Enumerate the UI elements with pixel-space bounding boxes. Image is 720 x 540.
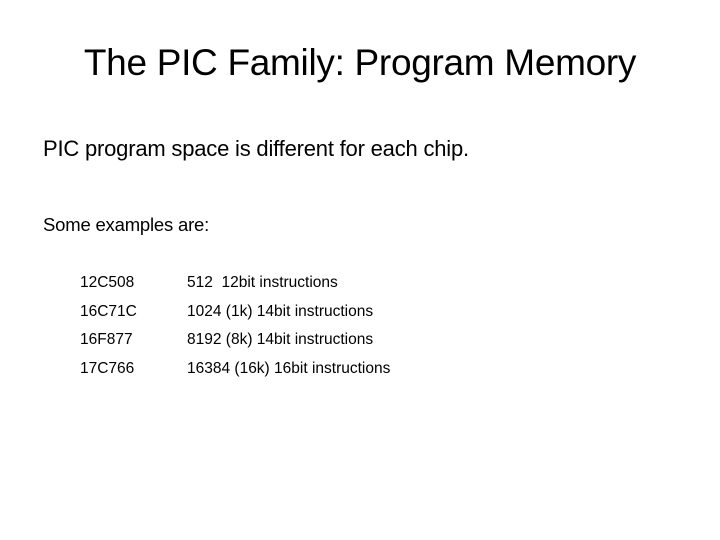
chip-name: 16F877	[80, 331, 133, 349]
chip-memory: 512 12bit instructions	[187, 274, 338, 291]
chip-name: 16C71C	[80, 302, 137, 320]
chip-name: 17C766	[80, 360, 135, 378]
chip-memory: 1024 (1k) 14bit instructions	[187, 302, 374, 320]
chip-memory: 8192 (8k) 14bit instructions	[187, 331, 374, 349]
slide-title: The PIC Family: Program Memory	[83, 42, 637, 83]
examples-label: Some examples are:	[43, 214, 210, 235]
chip-memory: 16384 (16k) 16bit instructions	[187, 360, 391, 378]
intro-text: PIC program space is different for each chip.	[43, 136, 469, 161]
chip-name: 12C508	[80, 274, 135, 291]
